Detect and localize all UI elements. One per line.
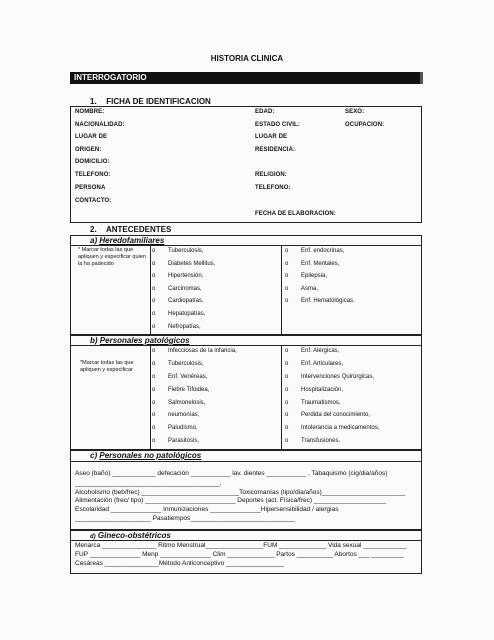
section-ficha-heading bbox=[90, 97, 211, 106]
heading-title: Personales patológicos bbox=[99, 336, 190, 345]
bullet: o bbox=[285, 400, 289, 406]
list-item: o Perdida del conocimiento, bbox=[285, 412, 371, 418]
bullet: o bbox=[152, 400, 156, 406]
patologicos-box bbox=[70, 335, 422, 450]
list-item: o Asma, bbox=[285, 286, 319, 292]
list-item: o Hepatopatías, bbox=[152, 311, 206, 317]
list-item: o Enf. endocrinas, bbox=[285, 248, 345, 254]
list-item: o Diabetes Mellitus, bbox=[152, 261, 216, 267]
list-item: o Cardiopatías, bbox=[152, 298, 204, 304]
list-item: o Traumatismos, bbox=[285, 400, 341, 406]
heading-title: Heredofamiliares bbox=[99, 236, 165, 245]
field-sexo: SEXO: bbox=[345, 109, 365, 115]
divider bbox=[70, 345, 422, 346]
bullet: o bbox=[285, 248, 289, 254]
heading-title: Personales no patológicos bbox=[99, 451, 202, 460]
heading-prefix: b) bbox=[90, 336, 98, 345]
field-telefono: TELEFONO: bbox=[75, 172, 111, 178]
section-bar-interrogatorio: INTERROGATORIO bbox=[70, 72, 422, 84]
list-item: o Enf. Venéreas, bbox=[152, 374, 208, 380]
list-item: o Enf. Mentales, bbox=[285, 261, 340, 267]
bullet: o bbox=[152, 298, 156, 304]
bullet: o bbox=[285, 412, 289, 418]
form-line: Aseo (baño) ____________ defecación ___________ lav. dientes ___________ , Tabaquismo (cig/dia/años) bbox=[75, 470, 388, 477]
form-line: _____________________ Pasatiempos_____________________________ bbox=[75, 515, 296, 522]
list-item: o Transfusiones. bbox=[285, 438, 341, 444]
bullet: o bbox=[152, 311, 156, 317]
bullet: o bbox=[285, 438, 289, 444]
bullet: o bbox=[285, 348, 289, 354]
bullet: o bbox=[285, 374, 289, 380]
form-line: Alimentación (frec/ tipo) _________________________ Deportes (act. Física/frec) ____________________ bbox=[75, 497, 387, 504]
divider bbox=[150, 245, 151, 335]
field-nacionalidad: NACIONALIDAD: bbox=[75, 122, 125, 128]
list-item: o Intolerancia a medicamentos, bbox=[285, 425, 380, 431]
field-origen: ORIGEN: bbox=[75, 147, 102, 153]
form-line: Escolaridad ______________ Inmunizaciones ______________Hipersensibilidad / alergias bbox=[75, 506, 339, 513]
bullet: o bbox=[152, 438, 156, 444]
bullet: o bbox=[152, 412, 156, 418]
list-item: o Parasitosis, bbox=[152, 438, 200, 444]
list-item: o Tuberculosis, bbox=[152, 361, 204, 367]
list-item: o Nefropatías, bbox=[152, 324, 201, 330]
bullet: o bbox=[285, 286, 289, 292]
section-label: FICHA DE IDENTIFICACION bbox=[106, 97, 211, 106]
heading-heredofamiliares bbox=[90, 236, 164, 245]
form-line: Alcoholismo (beb/frec) ___________________________Toxicomanías (tipo/dia/años)_______________________ bbox=[75, 489, 405, 496]
section-number: 1. bbox=[90, 97, 97, 106]
field-lugar-de-residencia: LUGAR DE bbox=[255, 134, 288, 140]
bullet: o bbox=[285, 261, 289, 267]
bullet: o bbox=[152, 286, 156, 292]
field-telefono-2: TELEFONO: bbox=[255, 185, 291, 191]
form-line: Cesáreas _______________Método Anticonceptivo ________________ bbox=[75, 560, 284, 567]
heading-gineco bbox=[90, 531, 171, 540]
section-antecedentes-heading bbox=[90, 225, 171, 234]
bullet: o bbox=[152, 248, 156, 254]
heading-prefix: a) bbox=[90, 236, 98, 245]
list-item: o Fiebre Tifoidea, bbox=[152, 387, 210, 393]
field-fecha-elaboracion: FECHA DE ELABORACION: bbox=[255, 211, 336, 217]
heading-prefix: d) bbox=[90, 534, 96, 540]
heading-no-patologicos bbox=[90, 451, 201, 460]
field-lugar-de: LUGAR DE bbox=[75, 134, 108, 140]
field-religion: RELIGION: bbox=[255, 172, 287, 178]
list-item: o Epilepsia, bbox=[285, 273, 328, 279]
heading-prefix: c) bbox=[90, 451, 98, 460]
divider bbox=[150, 345, 151, 450]
bullet: o bbox=[152, 425, 156, 431]
list-item: o Hipertensión, bbox=[152, 273, 204, 279]
list-item: o Enf. Hematológicas. bbox=[285, 298, 355, 304]
divider bbox=[281, 345, 282, 450]
section-number: 2. bbox=[90, 225, 97, 234]
bullet: o bbox=[285, 361, 289, 367]
section-label: ANTECEDENTES bbox=[105, 225, 172, 234]
bullet: o bbox=[285, 298, 289, 304]
list-item: o Salmonelosis, bbox=[152, 400, 206, 406]
field-edad: EDAD: bbox=[255, 109, 275, 115]
bullet: o bbox=[152, 374, 156, 380]
list-item: o Enf. Alérgicas, bbox=[285, 348, 340, 354]
field-ocupacion: OCUPACION: bbox=[345, 122, 385, 128]
form-line: Menarca _______________ Ritmo Menstrual________________FUM _____________ Vida sexual ____________ bbox=[75, 542, 407, 549]
divider bbox=[281, 245, 282, 335]
section-bar-edge bbox=[420, 72, 423, 84]
list-item: o Hospitalización, bbox=[285, 387, 344, 393]
divider bbox=[70, 540, 422, 541]
note-heredofamiliares: * Marcar todas las que apliquen y especificar quien la ha padecido bbox=[78, 247, 146, 267]
note-patologicos: *Marcar todas las que apliquen y especificar bbox=[80, 360, 134, 373]
form-line: ________________________________________, bbox=[75, 480, 222, 487]
list-item: o Carcinomas, bbox=[152, 286, 202, 292]
list-item: o Paludismo, bbox=[152, 425, 198, 431]
field-persona: PERSONA bbox=[75, 185, 106, 191]
bullet: o bbox=[285, 273, 289, 279]
list-item: o Infecciosas de la infancia, bbox=[152, 348, 237, 354]
page-title: HISTORIA CLINICA bbox=[210, 54, 284, 63]
bullet: o bbox=[285, 425, 289, 431]
heading-patologicos bbox=[90, 336, 190, 345]
list-item: o Intervenciones Quirúrgicas, bbox=[285, 374, 375, 380]
bullet: o bbox=[152, 387, 156, 393]
field-domicilio: DOMICILIO: bbox=[75, 159, 110, 165]
list-item: o neumonías, bbox=[152, 412, 200, 418]
field-estado-civil: ESTADO CIVIL: bbox=[255, 122, 300, 128]
bullet: o bbox=[152, 361, 156, 367]
bullet: o bbox=[152, 348, 156, 354]
list-item: o Tuberculosis, bbox=[152, 248, 204, 254]
field-residencia: RESIDENCIA: bbox=[255, 147, 296, 153]
bullet: o bbox=[285, 387, 289, 393]
bullet: o bbox=[152, 273, 156, 279]
divider bbox=[70, 245, 422, 246]
form-line: FUP ______________ Menp ______________ Clim _____________ Partos __________ Abortos ___ _________ bbox=[75, 551, 404, 558]
bullet: o bbox=[152, 324, 156, 330]
divider bbox=[70, 461, 422, 462]
heading-title: Gineco-obstétricos bbox=[97, 531, 171, 540]
field-nombre: NOMBRE: bbox=[75, 109, 105, 115]
field-contacto: CONTACTO: bbox=[75, 198, 112, 204]
list-item: o Enf. Articulares, bbox=[285, 361, 344, 367]
bullet: o bbox=[152, 261, 156, 267]
